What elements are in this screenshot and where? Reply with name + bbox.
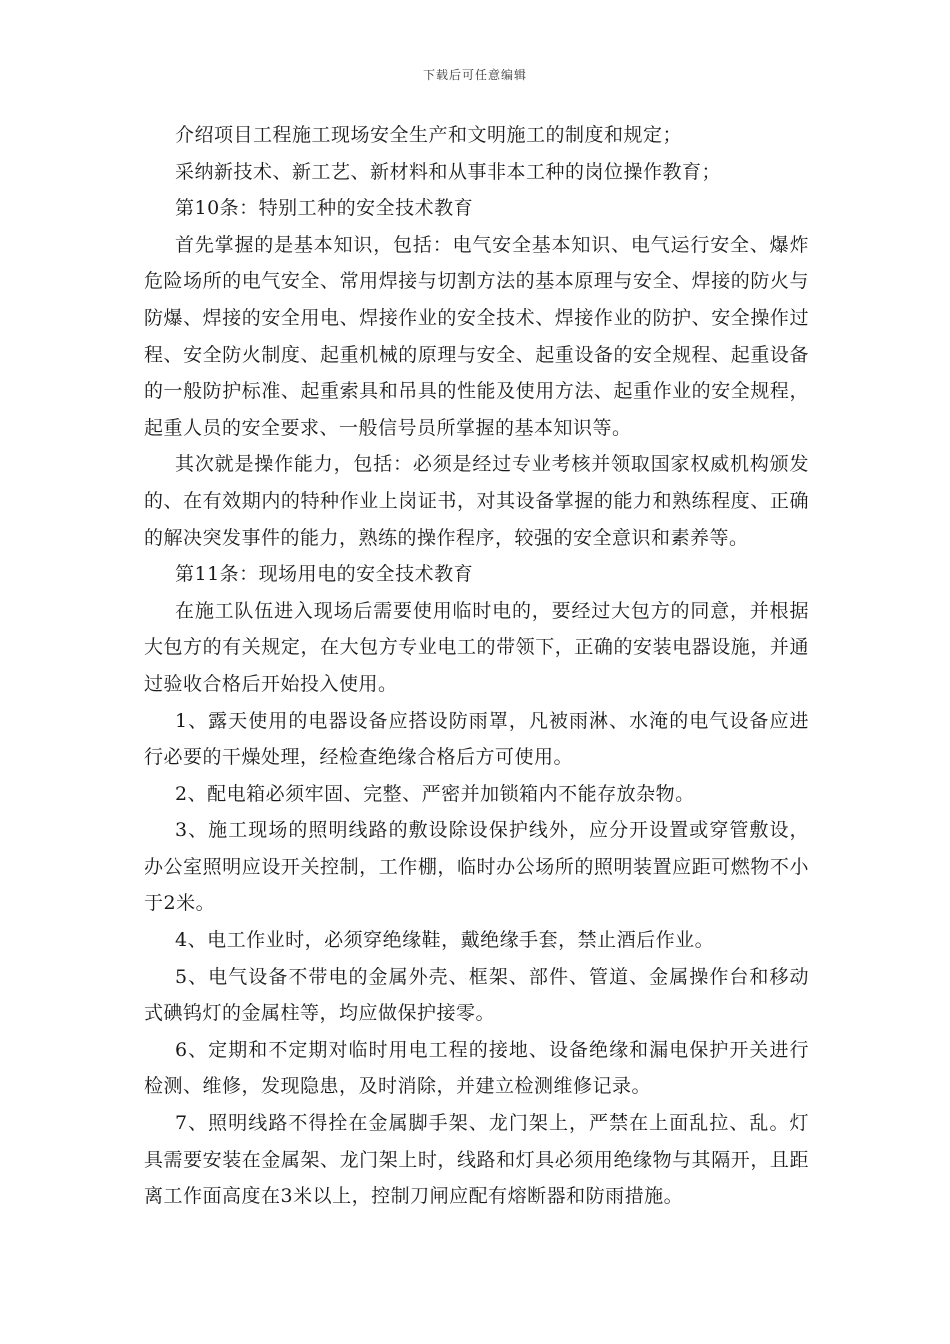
list-item: 3、施工现场的照明线路的敷设除设保护线外，应分开设置或穿管敷设，办公室照明应设开关控制，工作棚，临时办公场所的照明装置应距可燃物不小于2米。 bbox=[144, 819, 809, 915]
paragraph: 在施工队伍进入现场后需要使用临时电的，要经过大包方的同意，并根据大包方的有关规定，在大包方专业电工的带领下，正确的安装电器设施，并通过验收合格后开始投入使用。 bbox=[144, 599, 809, 695]
list-item: 7、照明线路不得拴在金属脚手架、龙门架上，严禁在上面乱拉、乱。灯具需要安装在金属架、龙门架上时，线路和灯具必须用绝缘物与其隔开，且距离工作面高度在3米以上，控制刀闸应配有熔断器和防雨措施。 bbox=[144, 1112, 809, 1208]
list-item: 4、电工作业时，必须穿绝缘鞋，戴绝缘手套，禁止酒后作业。 bbox=[175, 929, 715, 952]
paragraph: 介绍项目工程施工现场安全生产和文明施工的制度和规定； bbox=[175, 124, 683, 146]
document-body bbox=[144, 117, 809, 1215]
list-item: 1、露天使用的电器设备应搭设防雨罩，凡被雨淋、水淹的电气设备应进行必要的干燥处理，经检查绝缘合格后方可使用。 bbox=[144, 709, 809, 769]
header-note: 下载后可任意编辑 bbox=[422, 68, 527, 82]
list-item: 5、电气设备不带电的金属外壳、框架、部件、管道、金属操作台和移动式碘钨灯的金属柱等，均应做保护接零。 bbox=[144, 965, 809, 1025]
list-item: 2、配电箱必须牢固、完整、严密并加锁箱内不能存放杂物。 bbox=[175, 782, 695, 805]
section-heading: 第11条：现场用电的安全技术教育 bbox=[175, 563, 474, 586]
paragraph: 首先掌握的是基本知识，包括：电气安全基本知识、电气运行安全、爆炸危险场所的电气安全、常用焊接与切割方法的基本原理与安全、焊接的防火与防爆、焊接的安全用电、焊接作业的安全技术、焊接作业的防护、安全操作过程、安全防火制度、起重机械的原理与安全、起重设备的安全规程、起重设备的一般防护标准、起重索具和吊具的性能及使用方法、起重作业的安全规程，起重人员的安全要求、一般信号员所掌握的基本知识等。 bbox=[144, 233, 809, 439]
paragraph: 其次就是操作能力，包括：必须是经过专业考核并领取国家权威机构颁发的、在有效期内的特种作业上岗证书，对其设备掌握的能力和熟练程度、正确的解决突发事件的能力，熟练的操作程序，较强的安全意识和素养等。 bbox=[144, 453, 809, 549]
paragraph: 采纳新技术、新工艺、新材料和从事非本工种的岗位操作教育； bbox=[175, 160, 722, 183]
list-item: 6、定期和不定期对临时用电工程的接地、设备绝缘和漏电保护开关进行检测、维修，发现隐患，及时消除，并建立检测维修记录。 bbox=[144, 1038, 809, 1098]
section-heading: 第10条：特别工种的安全技术教育 bbox=[175, 197, 474, 220]
